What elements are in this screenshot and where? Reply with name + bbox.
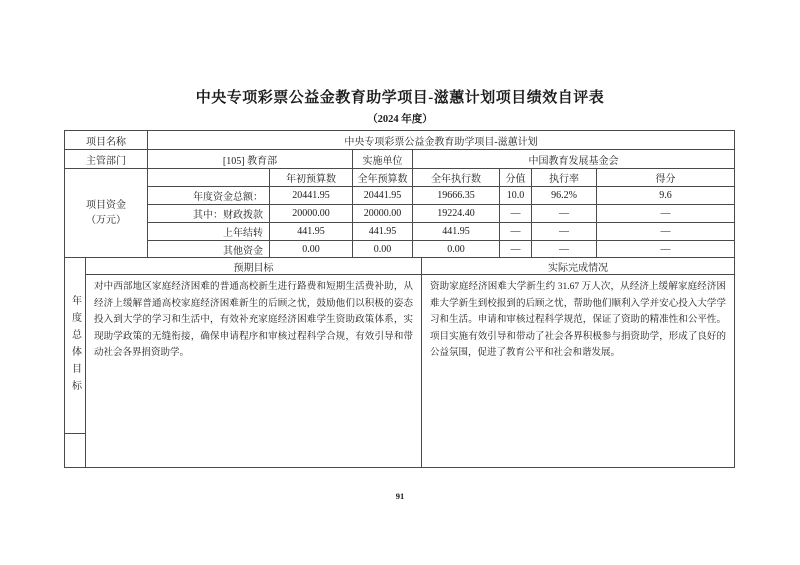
fund-header-empty [148, 169, 270, 186]
project-name-value: 中央专项彩票公益金教育助学项目-滋蕙计划 [344, 136, 538, 148]
expected-goal-text: 对中西部地区家庭经济困难的普通高校新生进行路费和短期生活费补助，从经济上缓解普通高校家庭经济困难新生的后顾之忧，鼓励他们以积极的姿态投入到大学的学习和生活中，有效补充家庭经济困难学生资助政策体系，实现助学政策的无缝衔接，确保申请程序和审核过程科学合规，有效引导和带动社会各界捐资助学。 [86, 275, 422, 467]
fund-cell: 0.00 [413, 241, 500, 257]
annual-goal-side-label-cell [65, 258, 85, 434]
fund-row-carryover [148, 223, 734, 241]
fund-header-annual-execution: 全年执行数 [413, 169, 500, 186]
actual-completion-text: 资助家庭经济困难大学新生约 31.67 万人次，从经济上缓解家庭经济困难大学新生到校报到的后顾之忧，帮助他们顺利入学并安心投入大学学习和生活。申请和审核过程科学规范，保证了资助的精准性和公平性。项目实施有效引导和带动了社会各界积极参与捐资助学，形成了良好的公益氛围，促进了教育公平和社会和谐发展。 [430, 282, 726, 358]
fund-cell: — [660, 208, 671, 219]
fund-header-execution-rate: 执行率 [532, 169, 597, 186]
fund-cell: 441.95 [270, 223, 353, 240]
fund-row-total [148, 187, 734, 205]
fund-row-label: 其他资金 [148, 241, 270, 257]
fund-cell: 19224.40 [413, 205, 500, 222]
fund-header-score: 得分 [655, 174, 676, 185]
project-fund-grid [148, 169, 734, 257]
project-fund-section [65, 169, 734, 258]
page-subtitle: （2024 年度） [367, 114, 433, 125]
project-fund-label-line2: （万元） [86, 215, 126, 226]
fund-cell: 20000.00 [353, 205, 413, 222]
fund-cell: — [660, 243, 671, 255]
fund-cell: — [532, 205, 597, 222]
page-title: 中央专项彩票公益金教育助学项目-滋蕙计划项目绩效自评表 [195, 90, 605, 106]
fund-cell: 96.2% [532, 187, 597, 204]
fund-cell: 441.95 [413, 223, 500, 240]
fund-cell: 0.00 [270, 241, 353, 257]
department-label: 主管部门 [65, 150, 148, 168]
annual-goal-section [65, 258, 734, 467]
self-evaluation-table [64, 130, 735, 468]
project-fund-label-line1: 项目资金 [86, 200, 126, 211]
page-number: 91 [395, 491, 405, 501]
project-name-label: 项目名称 [65, 131, 148, 149]
actual-completion-header: 实际完成情况 [548, 262, 608, 274]
fund-cell: 10.0 [500, 187, 532, 204]
expected-goal-header: 预期目标 [86, 258, 422, 274]
fund-cell: — [500, 205, 532, 222]
fund-cell: 20441.95 [353, 187, 413, 204]
implementing-unit-label: 实施单位 [353, 150, 413, 168]
fund-header-row [148, 169, 734, 187]
fund-row-fiscal [148, 205, 734, 223]
annual-goal-content [86, 258, 734, 467]
fund-cell: — [532, 223, 597, 240]
implementing-unit-value: 中国教育发展基金会 [528, 155, 619, 167]
fund-cell: 20441.95 [270, 187, 353, 204]
project-fund-label [65, 169, 148, 257]
fund-header-initial-budget: 年初预算数 [270, 169, 353, 186]
fund-header-score-value: 分值 [500, 169, 532, 186]
fund-cell: 19666.35 [413, 187, 500, 204]
annual-goal-body-row [86, 275, 734, 467]
fund-row-label: 年度资金总额： [148, 187, 270, 204]
department-value: [105] 教育部 [148, 150, 353, 168]
fund-cell: — [500, 223, 532, 240]
fund-row-label: 其中：财政拨款 [148, 205, 270, 222]
fund-row-other [148, 241, 734, 257]
annual-goal-side-empty-cell [65, 434, 85, 467]
annual-goal-side-column [65, 258, 86, 467]
annual-goal-header-row [86, 258, 734, 275]
fund-cell: 441.95 [353, 223, 413, 240]
project-name-row [65, 131, 734, 150]
annual-goal-side-label: 年度总体目标 [69, 294, 81, 397]
department-row [65, 150, 734, 169]
fund-row-label: 上年结转 [148, 223, 270, 240]
fund-cell: — [660, 226, 671, 237]
fund-cell: — [500, 241, 532, 257]
fund-cell: 20000.00 [270, 205, 353, 222]
fund-header-annual-budget: 全年预算数 [353, 169, 413, 186]
fund-cell: — [532, 241, 597, 257]
fund-cell: 9.6 [659, 190, 672, 201]
fund-cell: 0.00 [353, 241, 413, 257]
